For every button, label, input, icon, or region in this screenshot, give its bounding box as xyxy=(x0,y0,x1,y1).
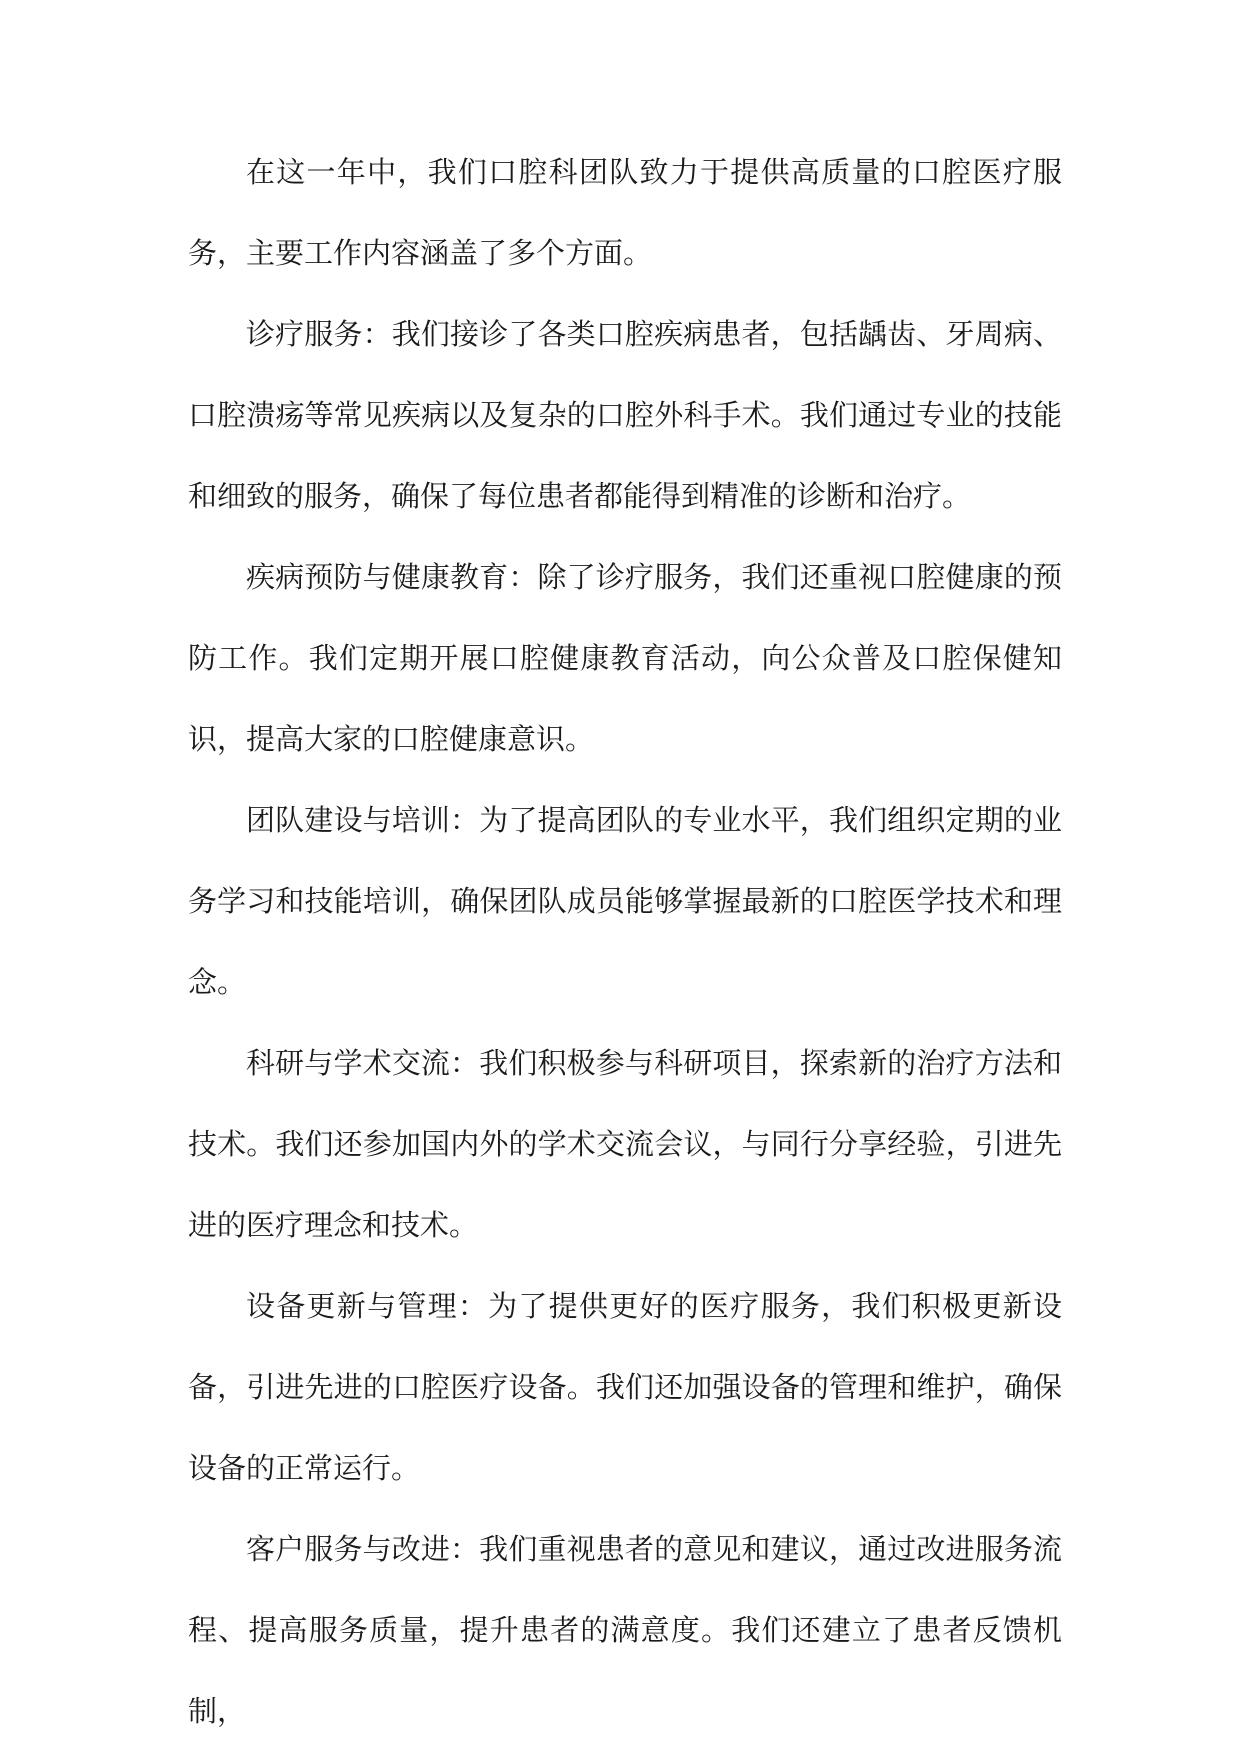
paragraph-team-training: 团队建设与培训：为了提高团队的专业水平，我们组织定期的业务学习和技能培训，确保团队成员能够掌握最新的口腔医学技术和理念。 xyxy=(188,803,1062,999)
paragraph-equipment-management: 设备更新与管理：为了提供更好的医疗服务，我们积极更新设备，引进先进的口腔医疗设备。我们还加强设备的管理和维护，确保设备的正常运行。 xyxy=(188,1289,1062,1485)
paragraph-prevention-education: 疾病预防与健康教育：除了诊疗服务，我们还重视口腔健康的预防工作。我们定期开展口腔健康教育活动，向公众普及口腔保健知识，提高大家的口腔健康意识。 xyxy=(188,560,1062,756)
paragraph-intro: 在这一年中，我们口腔科团队致力于提供高质量的口腔医疗服务，主要工作内容涵盖了多个方面。 xyxy=(188,155,1062,270)
paragraph-customer-service: 客户服务与改进：我们重视患者的意见和建议，通过改进服务流程、提高服务质量，提升患者的满意度。我们还建立了患者反馈机制， xyxy=(188,1532,1062,1728)
body-text xyxy=(188,132,1062,1752)
paragraph-research-exchange: 科研与学术交流：我们积极参与科研项目，探索新的治疗方法和技术。我们还参加国内外的学术交流会议，与同行分享经验，引进先进的医疗理念和技术。 xyxy=(188,1046,1062,1242)
paragraph-diagnosis-service: 诊疗服务：我们接诊了各类口腔疾病患者，包括龋齿、牙周病、口腔溃疡等常见疾病以及复杂的口腔外科手术。我们通过专业的技能和细致的服务，确保了每位患者都能得到精准的诊断和治疗。 xyxy=(188,317,1062,513)
